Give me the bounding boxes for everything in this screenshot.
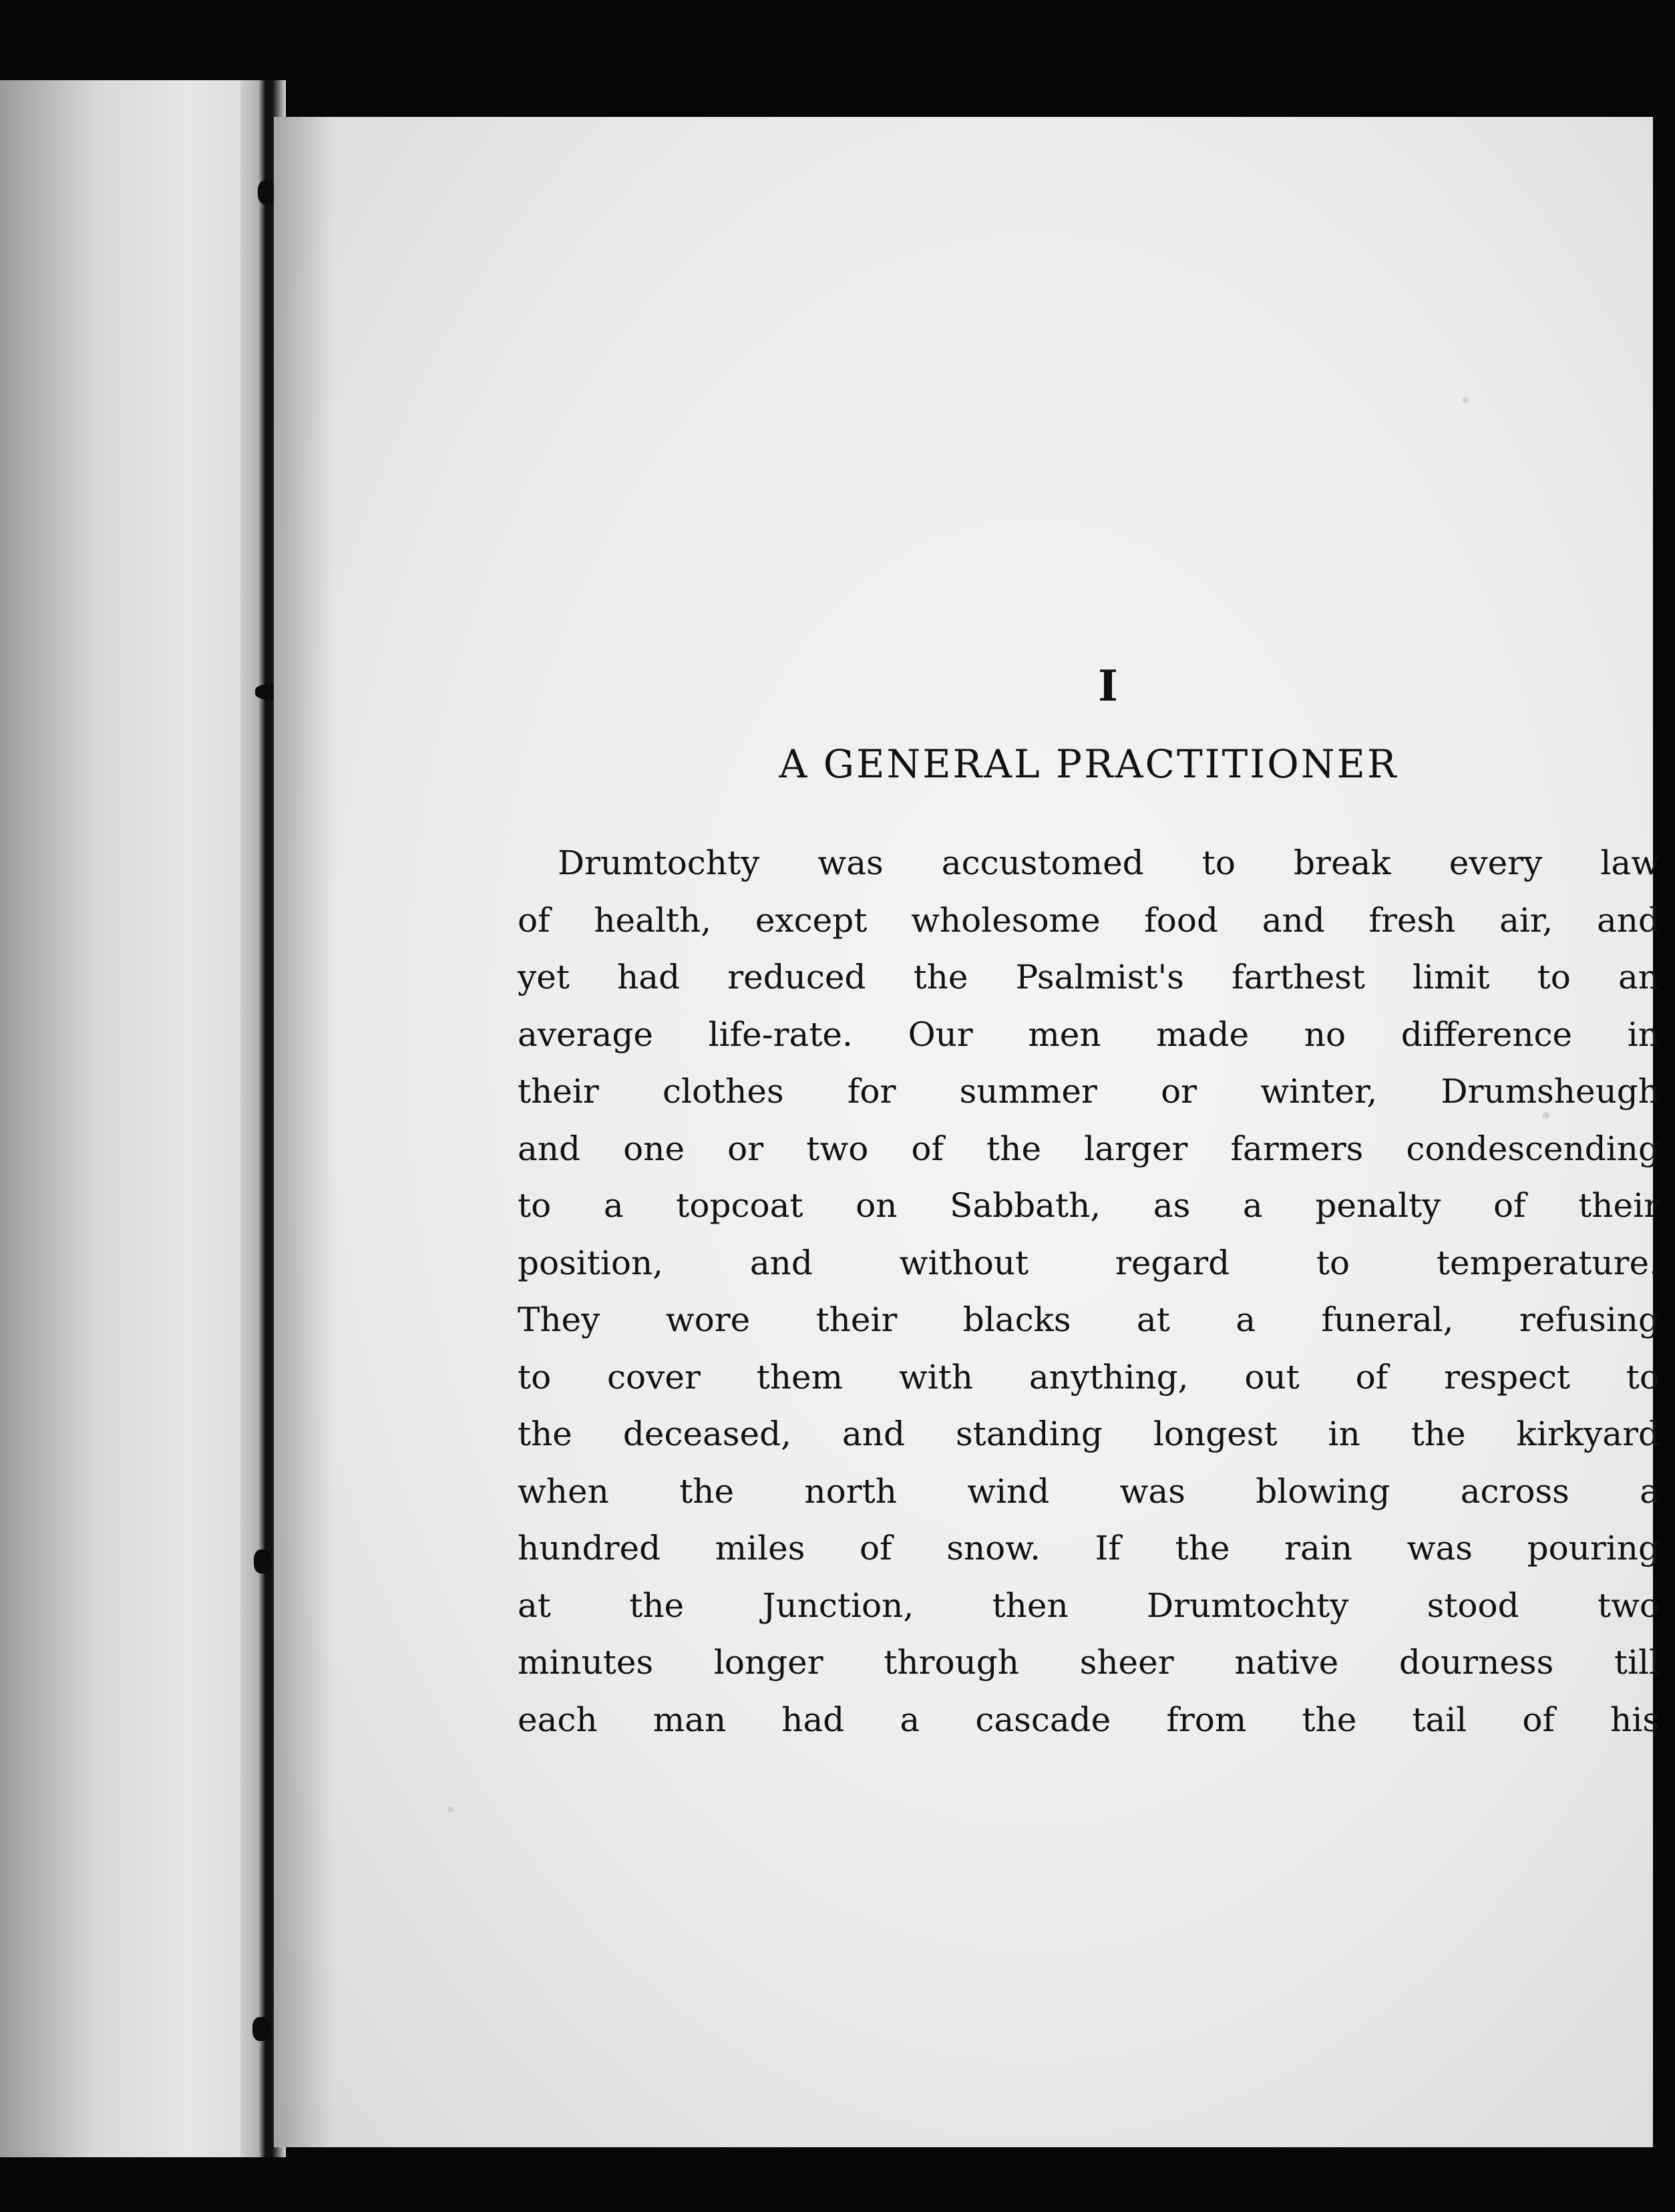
text-line: each man had a cascade from the tail of his — [518, 1700, 1660, 1739]
paper-speck — [1463, 397, 1468, 403]
paper-speck — [1543, 1112, 1549, 1119]
text-line: position, and without regard to temperature. — [518, 1243, 1660, 1282]
text-line: the deceased, and standing longest in the kirkyard — [518, 1415, 1660, 1453]
binding-stitch — [254, 1549, 271, 1574]
binding-stitch — [258, 180, 275, 204]
chapter-body-text — [518, 835, 1660, 1748]
text-line: when the north wind was blowing across a — [518, 1471, 1660, 1511]
text-line: yet had reduced the Psalmist's farthest limit to an — [518, 958, 1660, 996]
text-page — [274, 117, 1660, 2147]
text-line: to cover them with anything, out of respect to — [518, 1357, 1660, 1397]
chapter-number: I — [1098, 661, 1119, 711]
text-line: and one or two of the larger farmers condescending — [518, 1129, 1660, 1168]
text-line: They wore their blacks at a funeral, refusing — [518, 1300, 1660, 1339]
paper-speck — [447, 1807, 453, 1813]
text-line: their clothes for summer or winter, Drumsheugh — [518, 1072, 1660, 1111]
text-line: Drumtochty was accustomed to break every law — [558, 844, 1660, 882]
text-line: hundred miles of snow. If the rain was pouring — [518, 1529, 1660, 1568]
text-line: minutes longer through sheer native dourness till — [518, 1643, 1660, 1682]
binding-stitch — [252, 2017, 270, 2041]
text-line: to a topcoat on Sabbath, as a penalty of their — [518, 1186, 1660, 1225]
text-line: average life-rate. Our men made no difference in — [518, 1015, 1660, 1054]
chapter-title: A GENERAL PRACTITIONER — [779, 741, 1399, 787]
facing-blank-page — [0, 80, 267, 2157]
text-line: of health, except wholesome food and fresh air, and — [518, 900, 1660, 940]
text-line: at the Junction, then Drumtochty stood two — [518, 1586, 1660, 1625]
page-edge-shadow — [274, 117, 334, 2147]
